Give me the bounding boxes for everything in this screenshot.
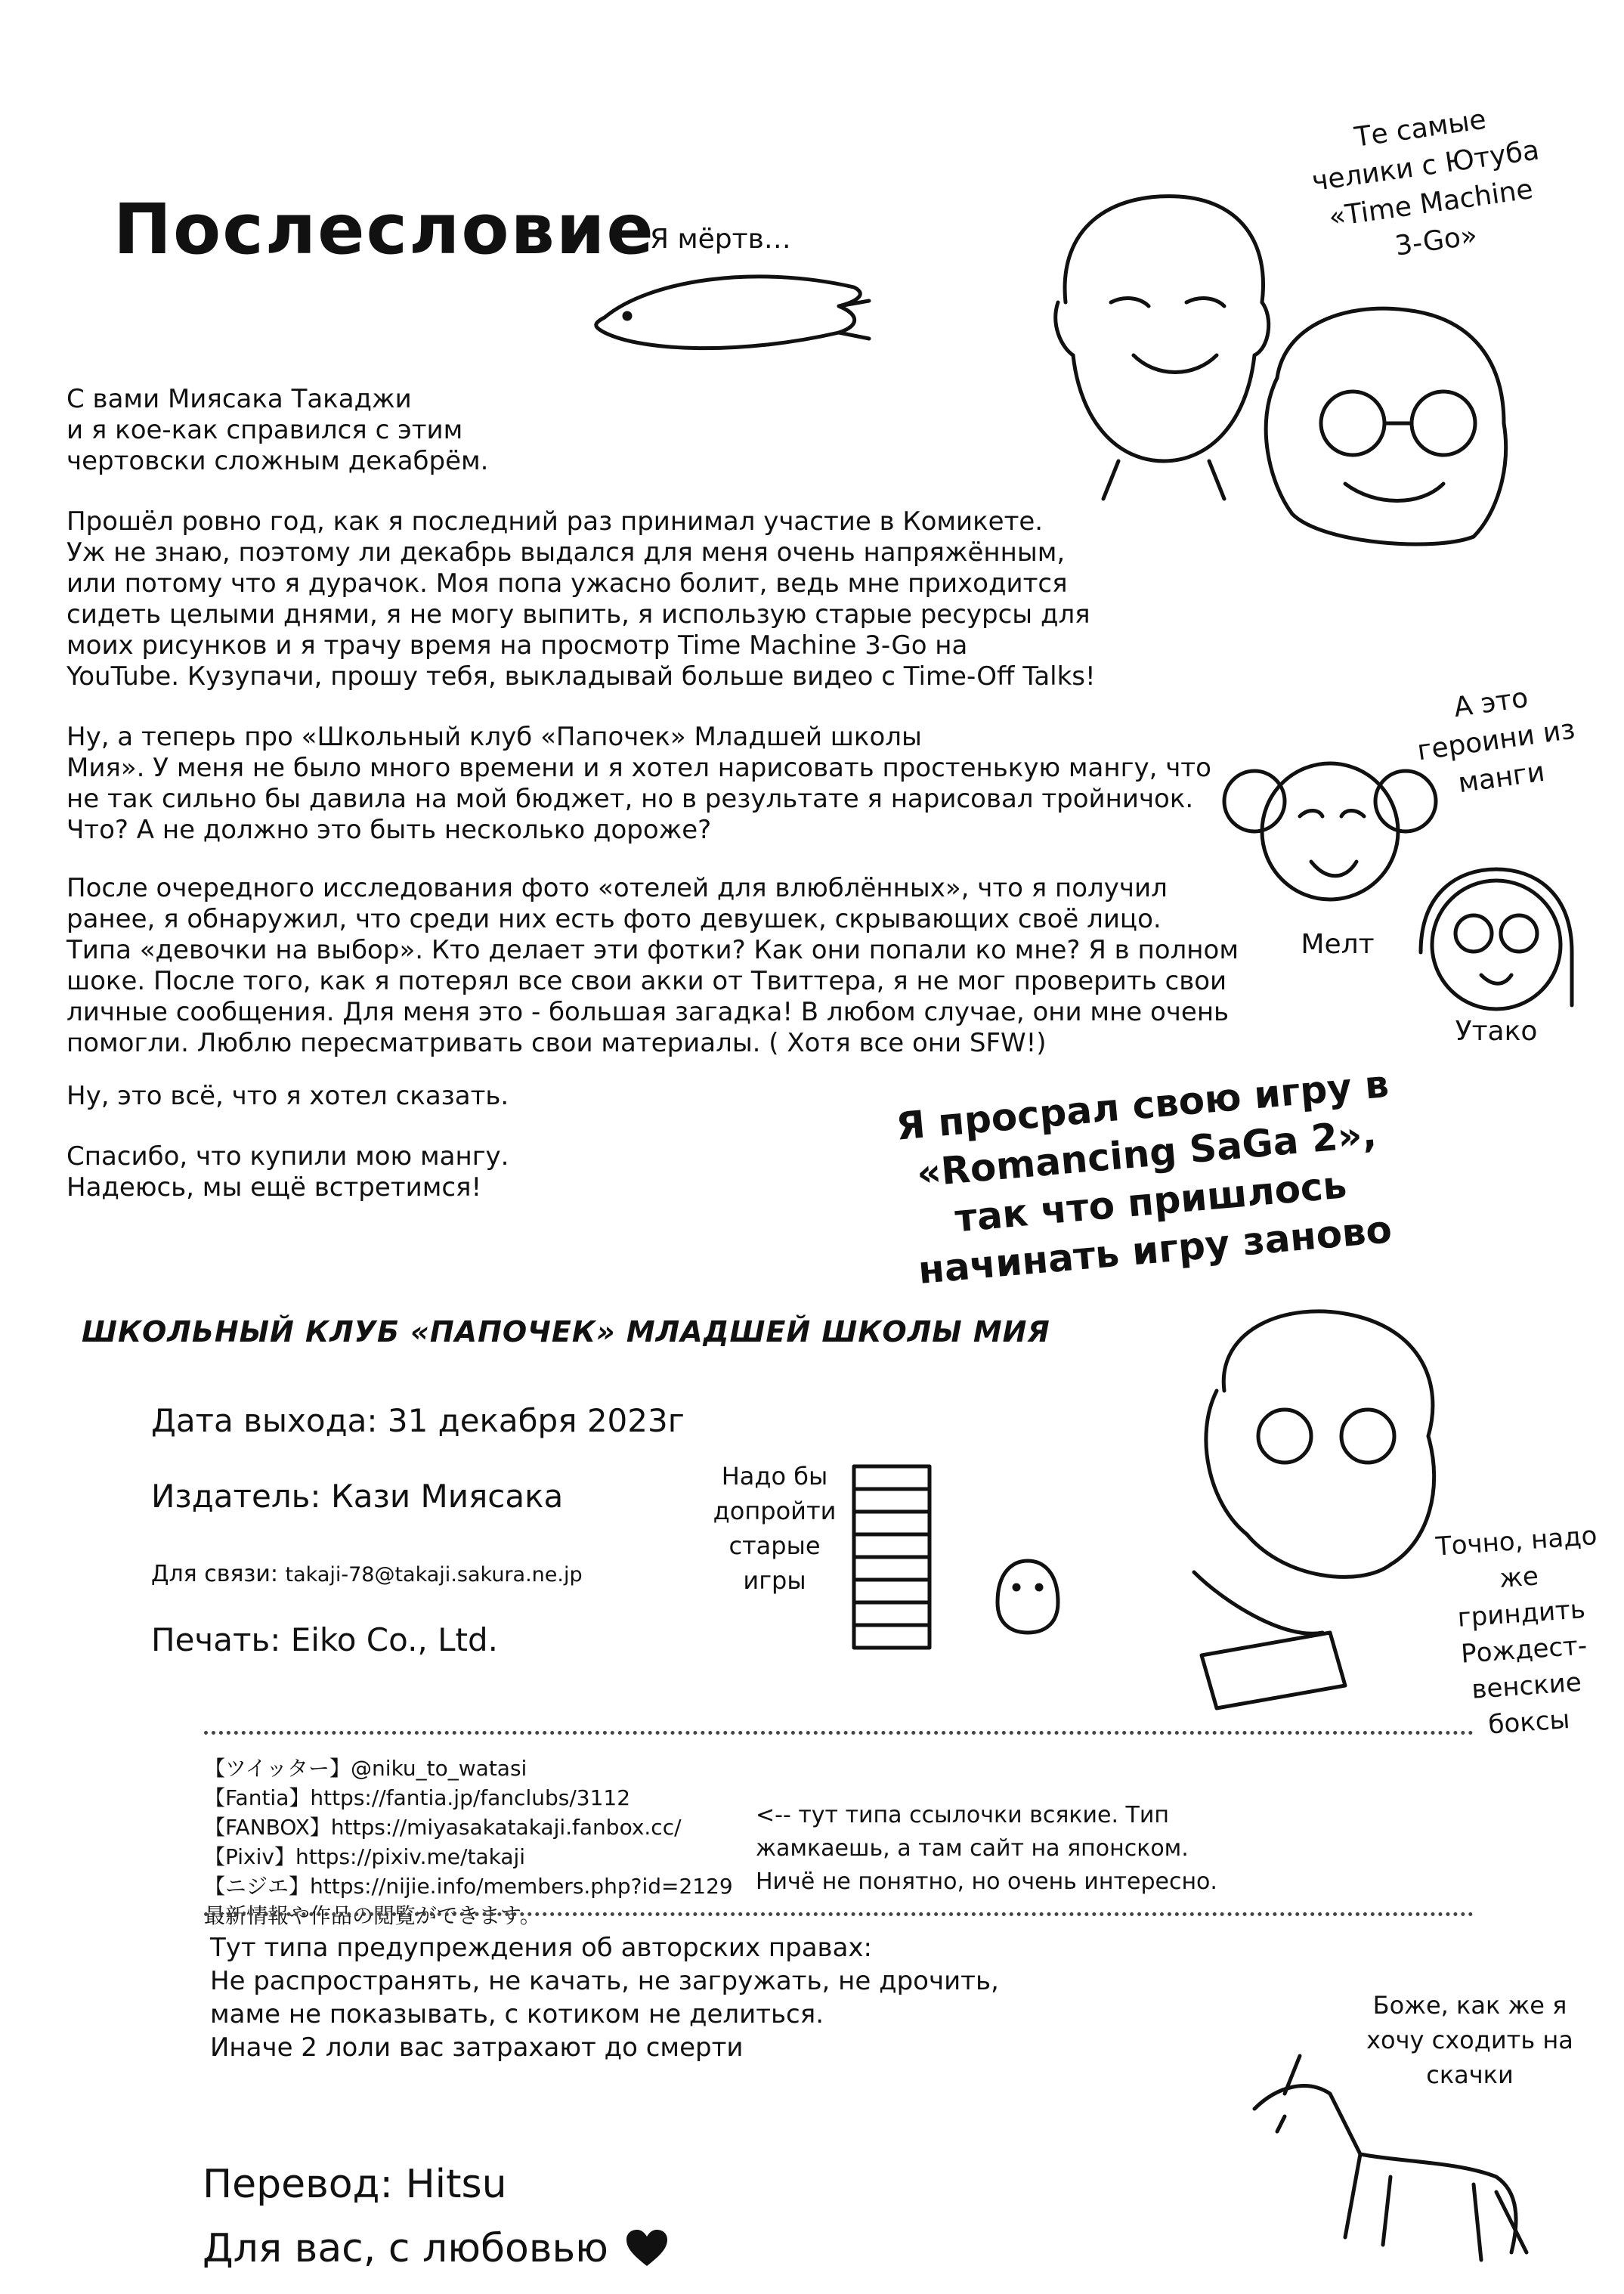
note-dead: Я мёртв… bbox=[650, 224, 791, 255]
note-horse: Боже, как же я хочу сходить на скачки bbox=[1366, 1991, 1573, 2089]
link-twitter[interactable]: 【ツイッター】@niku_to_watasi bbox=[204, 1756, 527, 1781]
love-line bbox=[203, 2226, 664, 2271]
note-heroines: А это героини из манги bbox=[1415, 682, 1577, 800]
paragraph-2: Прошёл ровно год, как я последний раз принимал участие в Комикете. Уж не знаю, поэтому ли декабрь выдался для меня очень напряжённым, или потому что я дурачок. Моя попа ужасно болит, ведь мне приходится сидеть целыми днями, я не могу выпить, я использую старые ресурсы для моих рисунков и я трачу время на просмотр Time Machine 3-Go на YouTube. Кузупачи, прошу тебя, выкладывай больше видео с Time-Off Talks! bbox=[67, 506, 1096, 692]
translation-credit bbox=[203, 2162, 507, 2207]
paragraph-3: Ну, а теперь про «Школьный клуб «Папочек» Младшей школы Мия». У меня не было много времени и я хотел нарисовать простенькую мангу, что не так сильно бы давила на мой бюджет, но в результате я нарисовал тройничок. Что? А не должно это быть несколько дороже? bbox=[67, 722, 1211, 845]
print-value: Eiko Co., Ltd. bbox=[290, 1621, 498, 1658]
release-row bbox=[151, 1402, 685, 1439]
note-youtubers: Те самые челики с Ютуба «Time Machine 3-Go» bbox=[1310, 104, 1542, 262]
tall-youtuber-drawing bbox=[1056, 197, 1269, 499]
translator-name: Hitsu bbox=[405, 2162, 507, 2207]
link-fantia[interactable]: 【Fantia】https://fantia.jp/fanclubs/3112 bbox=[204, 1785, 631, 1810]
note-romancing: Я просрал свою игру в «Romancing SaGa 2», так что пришлось начинать игру заново bbox=[894, 1061, 1394, 1293]
publisher-label: Издатель: bbox=[151, 1478, 321, 1515]
note-melt: Мелт bbox=[1301, 929, 1375, 960]
publisher-value: Кази Миясака bbox=[330, 1478, 564, 1515]
links-list bbox=[204, 1754, 733, 1930]
divider-bottom bbox=[204, 1912, 1474, 1916]
translation-label: Перевод: bbox=[203, 2162, 394, 2207]
paragraph-6: Спасибо, что купили мою мангу. Надеюсь, мы ещё встретимся! bbox=[67, 1141, 509, 1203]
note-old-games: Надо бы допройти старые игры bbox=[713, 1462, 837, 1595]
contact-value: takaji-78@takaji.sakura.ne.jp bbox=[285, 1563, 583, 1587]
print-label: Печать: bbox=[151, 1621, 281, 1658]
dead-creature-doodle bbox=[596, 277, 869, 348]
copyright-warning: Тут типа предупреждения об авторских правах: Не распространять, не качать, не загружать, не дрочить, маме не показывать, с котиком не делиться. Иначе 2 лоли вас затрахают до смерти bbox=[210, 1933, 999, 2063]
melt-drawing bbox=[1224, 763, 1436, 899]
page-title: Послесловие bbox=[113, 189, 655, 270]
paragraph-1: С вами Миясака Такаджи и я кое-как справился с этим чертовски сложным декабрём. bbox=[67, 384, 489, 476]
links-caption: 最新情報や作品の閲覧ができます。 bbox=[204, 1903, 541, 1928]
club-title: ШКОЛЬНЫЙ КЛУБ «ПАПОЧЕК» МЛАДШЕЙ ШКОЛЫ МИЯ bbox=[82, 1315, 1050, 1348]
heart-icon bbox=[625, 2228, 669, 2268]
contact-label: Для связи: bbox=[151, 1561, 278, 1587]
link-fanbox[interactable]: 【FANBOX】https://miyasakatakaji.fanbox.cc/ bbox=[204, 1815, 682, 1840]
author-gaming-drawing bbox=[1194, 1311, 1434, 1708]
utako-drawing bbox=[1421, 869, 1572, 1009]
note-utako: Утако bbox=[1455, 1016, 1538, 1047]
game-stack-drawing bbox=[854, 1466, 930, 1648]
release-value: 31 декабря 2023г bbox=[387, 1402, 685, 1439]
paragraph-5: Ну, это всё, что я хотел сказать. bbox=[67, 1081, 509, 1111]
publisher-row bbox=[151, 1478, 563, 1515]
note-grind: Точно, надо же гриндить Рождест- венские боксы bbox=[1434, 1520, 1598, 1741]
links-note: <-- тут типа ссылочки всякие. Тип жамкаешь, а там сайт на японском. Ничё не понятно, но очень интересно. bbox=[756, 1802, 1217, 1895]
contact-row bbox=[151, 1561, 583, 1587]
paragraph-4: После очередного исследования фото «отелей для влюблённых», что я получил ранее, я обнаружил, что среди них есть фото девушек, скрывающих своё лицо. Типа «девочки на выбор». Кто делает эти фотки? Как они попали ко мне? Я в полном шоке. После того, как я потерял все свои акки от Твиттера, я не мог проверить свои личные сообщения. Для меня это - большая загадка! В любом случае, они мне очень помогли. Люблю пересматривать свои материалы. ( Хотя все они SFW!) bbox=[67, 873, 1239, 1058]
link-pixiv[interactable]: 【Pixiv】https://pixiv.me/takaji bbox=[204, 1844, 526, 1869]
small-blob-drawing bbox=[998, 1561, 1058, 1633]
release-label: Дата выхода: bbox=[151, 1402, 378, 1439]
divider-top bbox=[204, 1731, 1474, 1735]
love-text: Для вас, с любовью bbox=[203, 2226, 608, 2271]
link-nijie[interactable]: 【ニジエ】https://nijie.info/members.php?id=2129 bbox=[204, 1874, 733, 1899]
glasses-youtuber-drawing bbox=[1266, 308, 1505, 544]
print-row bbox=[151, 1621, 498, 1658]
